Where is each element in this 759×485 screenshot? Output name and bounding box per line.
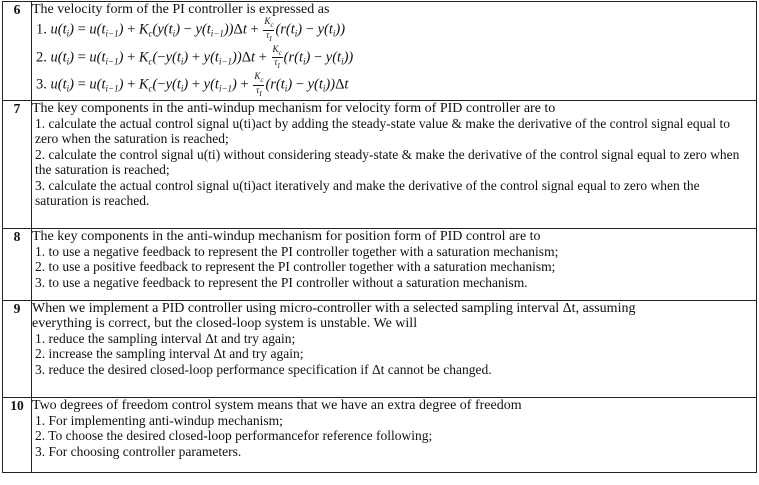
- question-number: 10: [3, 397, 32, 472]
- question-number: 7: [3, 100, 32, 228]
- question-table: [2, 1, 757, 473]
- answer-option: 2. increase the sampling interval Δt and try again;: [35, 346, 304, 362]
- answer-option: 1. For implementing anti-windup mechanism;: [35, 412, 283, 428]
- answer-option: 3. reduce the desired closed-loop performance specification if Δt cannot be changed.: [35, 361, 492, 377]
- answer-option: 1. to use a negative feedback to represent the PI controller together with a saturation mechanism;: [35, 243, 559, 259]
- question-number: 8: [3, 228, 32, 300]
- math-option: 3. $u(t_i) = u(t_{i-1}) + K_c(-y(t_i) + y(t_{i-1})$ + $\frac{K_c}{\tau_I}$ $(r(t_i) - y(t_i))\Delta t$: [36, 71, 349, 98]
- question-stem-line: everything is correct, but the closed-loop system is unstable. We will: [32, 315, 418, 331]
- answer-option: 1. reduce the sampling interval Δt and try again;: [35, 330, 296, 346]
- question-body: [32, 228, 757, 300]
- question-body: [32, 397, 757, 472]
- question-number: 9: [3, 300, 32, 397]
- answer-option: 3. calculate the actual control signal u(ti)act iteratively and make the derivative of the control signal equal to zero when the saturation is reached.: [35, 177, 700, 208]
- answer-option: 2. to use a positive feedback to represent the PI controller together with a saturation mechanism;: [35, 259, 556, 275]
- question-row: [3, 100, 757, 228]
- question-row: [3, 228, 757, 300]
- question-number: 6: [3, 2, 32, 101]
- question-row: [3, 300, 757, 397]
- answer-option: 2. To choose the desired closed-loop performancefor reference following;: [35, 428, 433, 444]
- question-stem: The key components in the anti-windup mechanism for position form of PID control are to: [32, 228, 541, 244]
- question-body: [32, 2, 757, 101]
- question-body: [32, 300, 757, 397]
- question-stem: The velocity form of the PI controller is expressed as: [32, 2, 330, 17]
- question-row: [3, 397, 757, 472]
- question-stem-line: When we implement a PID controller using micro-controller with a selected sampling interval Δt, assuming: [32, 300, 636, 316]
- math-option: 2. $u(t_i) = u(t_{i-1}) + K_c(-y(t_i) + y(t_{i-1}))\Delta t$ + $\frac{K_c}{\tau_I}$ $(r(t_i) - y(t_i))$: [36, 43, 354, 71]
- question-body: [32, 100, 757, 228]
- question-stem: The key components in the anti-windup mechanism for velocity form of PID controller are to: [32, 100, 556, 116]
- question-stem: Two degrees of freedom control system means that we have an extra degree of freedom: [32, 397, 522, 413]
- answer-option: 3. For choosing controller parameters.: [35, 443, 242, 459]
- answer-option: 3. to use a negative feedback to represent the PI controller without a saturation mechanism.: [35, 274, 528, 290]
- question-row: [3, 2, 757, 101]
- answer-option: 1. calculate the actual control signal u(ti)act by adding the steady-state value & make the derivative of the control signal equal to zero when the saturation is reached;: [35, 115, 730, 147]
- answer-option: 2. calculate the control signal u(ti) without considering steady-state & make the derivative of the control signal equal to zero when the saturation is reached;: [35, 146, 740, 178]
- math-option: 1. $u(t_i) = u(t_{i-1}) + K_c(y(t_i) - y(t_{i-1}))\Delta t$ + $\frac{K_c}{\tau_I}$ $(r(t_i) - y(t_i))$: [36, 16, 346, 43]
